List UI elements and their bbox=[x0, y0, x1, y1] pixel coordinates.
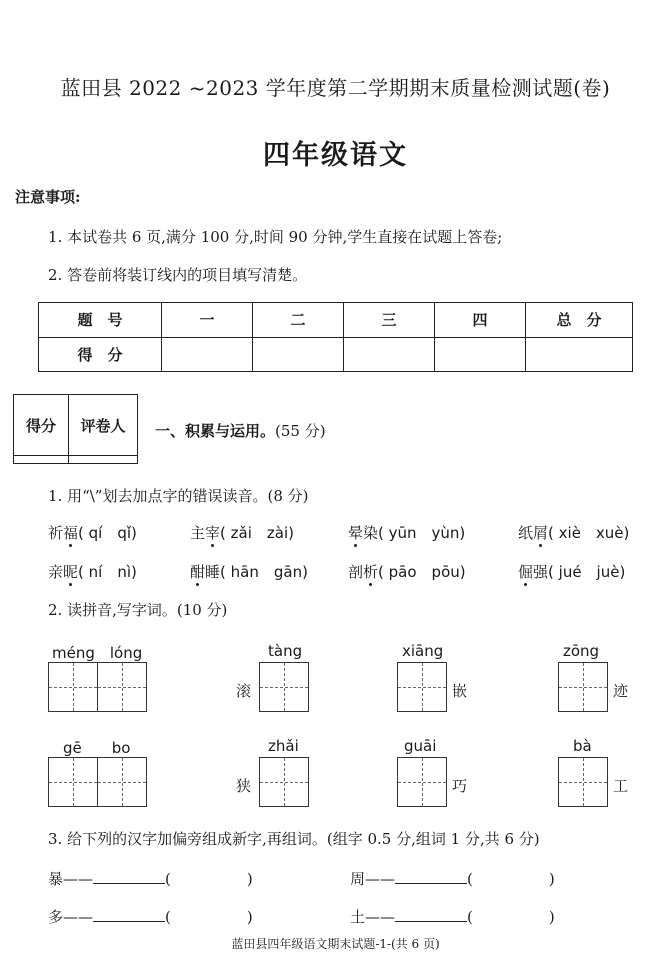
q1-item: 纸屑( xiè xuè) bbox=[518, 524, 630, 542]
score-input-cell[interactable] bbox=[162, 337, 253, 372]
score-table-score-row bbox=[39, 337, 633, 372]
subject-title: 四年级语文 bbox=[263, 140, 408, 171]
q2-pinyin: zhǎi bbox=[268, 737, 299, 755]
writing-grid[interactable] bbox=[259, 757, 309, 807]
q3-prompt: 3. 给下列的汉字加偏旁组成新字,再组词。(组字 0.5 分,组词 1 分,共 6 分) bbox=[48, 830, 540, 848]
q1-prompt: 1. 用“\”划去加点字的错误读音。(8 分) bbox=[48, 487, 309, 505]
writing-grid[interactable] bbox=[558, 757, 608, 807]
score-table bbox=[38, 302, 633, 372]
writing-cell[interactable] bbox=[259, 757, 309, 807]
writing-cell[interactable] bbox=[97, 662, 147, 712]
score-table-cell: 一 bbox=[162, 303, 253, 338]
score-input-cell[interactable] bbox=[253, 337, 344, 372]
writing-cell[interactable] bbox=[259, 662, 309, 712]
answer-blank[interactable] bbox=[93, 869, 165, 884]
q2-side-char: 巧 bbox=[452, 777, 468, 795]
notice-item-1: 1. 本试卷共 6 页,满分 100 分,时间 90 分钟,学生直接在试题上答卷; bbox=[48, 228, 503, 246]
q2-pinyin: bà bbox=[573, 737, 592, 755]
writing-cell[interactable] bbox=[397, 662, 447, 712]
q1-item: 晕染( yūn yùn) bbox=[348, 524, 466, 542]
score-table-cell: 题 号 bbox=[39, 303, 162, 338]
q3-item: 多—— ( ) bbox=[48, 908, 253, 926]
q1-item: 酣睡( hān gān) bbox=[190, 563, 308, 581]
section-1-title: 一、积累与运用。(55 分) bbox=[155, 422, 326, 440]
q3-item: 土—— ( ) bbox=[350, 908, 555, 926]
score-input-cell[interactable] bbox=[435, 337, 526, 372]
q2-side-char: 狭 bbox=[236, 777, 252, 795]
grader-score-input[interactable] bbox=[14, 456, 69, 464]
writing-cell[interactable] bbox=[97, 757, 147, 807]
writing-cell[interactable] bbox=[48, 757, 98, 807]
writing-grid[interactable] bbox=[48, 662, 147, 712]
grader-name-label: 评卷人 bbox=[69, 395, 138, 456]
q3-item: 周—— ( ) bbox=[350, 870, 555, 888]
grader-name-input[interactable] bbox=[69, 456, 138, 464]
answer-blank[interactable] bbox=[93, 907, 165, 922]
q2-side-char: 工 bbox=[613, 777, 629, 795]
q1-item: 祈福( qí qǐ) bbox=[48, 524, 137, 542]
score-table-cell: 总 分 bbox=[526, 303, 633, 338]
writing-grid[interactable] bbox=[397, 662, 447, 712]
q2-pinyin: gē bo bbox=[63, 739, 131, 757]
q2-pinyin: zōng bbox=[563, 642, 600, 660]
q1-item: 剖析( pāo pōu) bbox=[348, 563, 466, 581]
writing-cell[interactable] bbox=[558, 757, 608, 807]
score-table-cell: 得 分 bbox=[39, 337, 162, 372]
grader-box bbox=[13, 394, 138, 464]
writing-cell[interactable] bbox=[558, 662, 608, 712]
q1-item: 倔强( jué juè) bbox=[518, 563, 626, 581]
writing-grid[interactable] bbox=[397, 757, 447, 807]
score-table-cell: 二 bbox=[253, 303, 344, 338]
q2-pinyin: guāi bbox=[404, 737, 437, 755]
writing-cell[interactable] bbox=[48, 662, 98, 712]
q2-prompt: 2. 读拼音,写字词。(10 分) bbox=[48, 601, 228, 619]
grader-score-label: 得分 bbox=[14, 395, 69, 456]
q2-side-char: 迹 bbox=[613, 682, 629, 700]
q2-side-char: 滚 bbox=[236, 682, 252, 700]
notice-item-2: 2. 答卷前将装订线内的项目填写清楚。 bbox=[48, 266, 308, 284]
score-table-header-row bbox=[39, 303, 633, 338]
score-table-cell: 三 bbox=[344, 303, 435, 338]
writing-grid[interactable] bbox=[259, 662, 309, 712]
q2-pinyin: xiāng bbox=[402, 642, 444, 660]
writing-cell[interactable] bbox=[397, 757, 447, 807]
score-table-cell: 四 bbox=[435, 303, 526, 338]
page-footer: 蓝田县四年级语文期末试题-1-(共 6 页) bbox=[231, 937, 440, 951]
q1-item: 主宰( zǎi zài) bbox=[190, 524, 294, 542]
answer-blank[interactable] bbox=[395, 869, 467, 884]
score-input-cell[interactable] bbox=[344, 337, 435, 372]
notice-title: 注意事项: bbox=[15, 188, 81, 206]
q1-item: 亲昵( ní nì) bbox=[48, 563, 137, 581]
exam-header-title: 蓝田县 2022 ~2023 学年度第二学期期末质量检测试题(卷) bbox=[60, 76, 611, 100]
q2-pinyin: méng lóng bbox=[52, 644, 143, 662]
q2-side-char: 嵌 bbox=[452, 682, 468, 700]
score-input-cell[interactable] bbox=[526, 337, 633, 372]
writing-grid[interactable] bbox=[558, 662, 608, 712]
q2-pinyin: tàng bbox=[268, 642, 303, 660]
answer-blank[interactable] bbox=[395, 907, 467, 922]
q3-item: 暴—— ( ) bbox=[48, 870, 253, 888]
writing-grid[interactable] bbox=[48, 757, 147, 807]
